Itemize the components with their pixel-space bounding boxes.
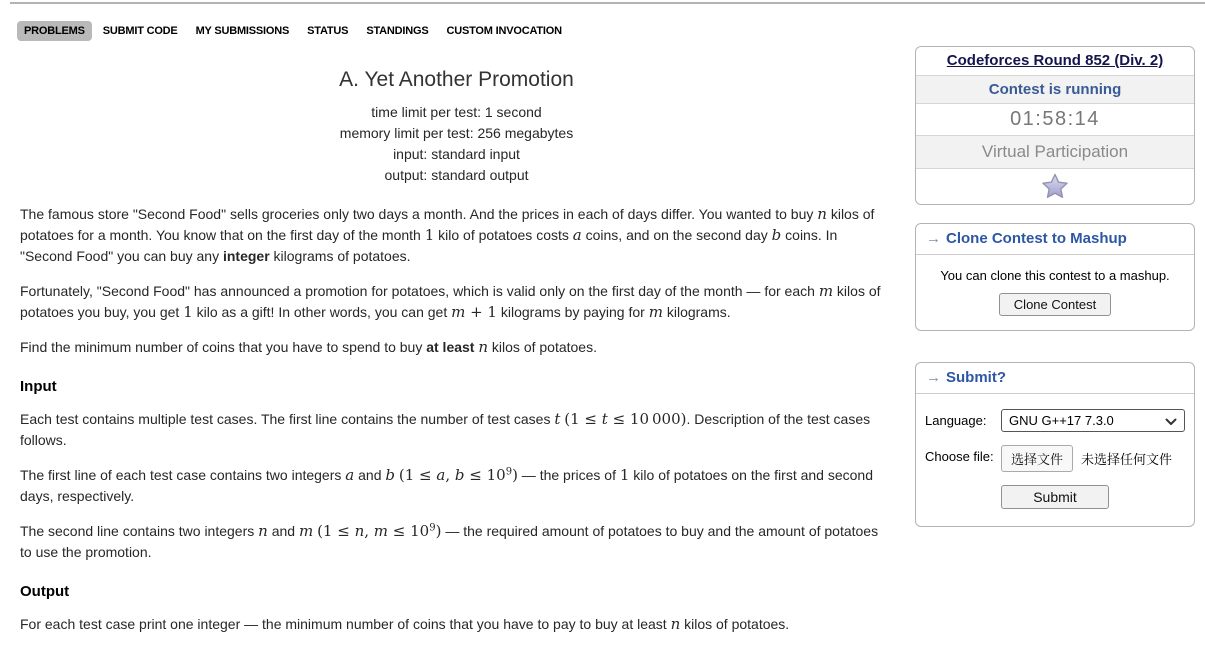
choose-file-label: Choose file: xyxy=(925,449,994,464)
sidebar xyxy=(915,40,1195,649)
math-text: n xyxy=(817,205,827,223)
tab-custom-invocation[interactable]: CUSTOM INVOCATION xyxy=(446,25,562,37)
contest-box xyxy=(915,46,1195,205)
math-text: ≤ 10 xyxy=(464,466,506,484)
top-divider xyxy=(10,2,1205,4)
math-text: a xyxy=(572,226,582,244)
math-text: n xyxy=(258,522,268,540)
math-text: m xyxy=(818,282,834,300)
bold-text: at least xyxy=(426,339,475,355)
statement-paragraph: The second line contains two integers n and m (1 ≤ n, $m \le 10^9$) — the required amount of potatoes to buy and the amount of potatoes to use the promotion. xyxy=(20,522,879,560)
submit-box-caption-text: Submit? xyxy=(946,369,1006,386)
math-text: ) xyxy=(435,522,442,540)
math-text: 1 xyxy=(619,466,630,484)
clone-box-caption xyxy=(916,224,1194,255)
file-status-text: 未选择任何文件 xyxy=(1081,452,1173,467)
math-text: n xyxy=(478,338,489,356)
submit-box xyxy=(915,362,1195,527)
tab-standings[interactable]: STANDINGS xyxy=(366,25,429,37)
tab-status[interactable]: STATUS xyxy=(307,25,349,37)
math-text: a xyxy=(436,466,446,484)
limit-line: output: standard output xyxy=(384,167,529,183)
language-select[interactable] xyxy=(1001,409,1185,432)
submit-row xyxy=(925,485,1185,509)
choose-file-button[interactable]: 选择文件 xyxy=(1001,445,1073,472)
tab-my-submissions[interactable]: MY SUBMISSIONS xyxy=(195,25,290,37)
contest-status: Contest is running xyxy=(916,76,1194,104)
math-text: (1 ≤ xyxy=(564,410,602,428)
submit-box-caption xyxy=(916,363,1194,394)
math-text: , xyxy=(445,466,455,484)
math-text: ) xyxy=(512,466,518,484)
limit-line: memory limit per test: 256 megabytes xyxy=(339,125,574,141)
problem-limits xyxy=(20,102,893,186)
submit-button[interactable]: Submit xyxy=(1001,485,1109,509)
contest-star-row xyxy=(916,169,1194,204)
page-layout xyxy=(0,40,1205,649)
statement-paragraph: For each test case print one integer — the minimum number of coins that you have to pay to buy at least n kilos of potatoes. xyxy=(20,615,790,633)
math-text: n xyxy=(354,522,365,540)
math-text: b xyxy=(385,466,395,484)
contest-timer: 01:58:14 xyxy=(916,104,1194,136)
tab-submit-code[interactable]: SUBMIT CODE xyxy=(102,25,178,37)
chevron-down-icon xyxy=(1165,418,1177,426)
math-text: (1 ≤ xyxy=(317,522,355,540)
clone-box-text: You can clone this contest to a mashup. xyxy=(940,268,1170,283)
math-text: m xyxy=(451,303,466,321)
statement-paragraph: Fortunately, "Second Food" has announced a promotion for potatoes, which is valid only on the first day of the month — for each m kilos of potatoes you buy, you get 1 kilo as a gift! In other words, you can get m + 1 kilograms by paying for m kilograms. xyxy=(20,282,881,321)
language-select-value: GNU G++17 7.3.0 xyxy=(1009,413,1114,428)
star-icon[interactable] xyxy=(1041,173,1069,199)
submit-form xyxy=(916,394,1194,526)
problem-statement xyxy=(20,204,893,635)
contest-title-link[interactable]: Codeforces Round 852 (Div. 2) xyxy=(946,52,1164,69)
clone-contest-button[interactable]: Clone Contest xyxy=(999,293,1111,316)
contest-title-row xyxy=(916,47,1194,76)
clone-box-caption-text: Clone Contest to Mashup xyxy=(946,230,1127,247)
math-text: 1 xyxy=(183,303,193,321)
contest-nav xyxy=(17,21,569,41)
math-text: 9 xyxy=(429,522,436,534)
tab-problems[interactable]: PROBLEMS xyxy=(17,21,92,41)
arrow-icon: → xyxy=(926,230,941,247)
math-text: n xyxy=(670,615,681,633)
statement-paragraph: Each test contains multiple test cases. The first line contains the number of test cases t (1 ≤ t ≤ 10 000). Description of the test cases follows. xyxy=(20,410,871,448)
statement-paragraph: The first line of each test case contains two integers a and b (1 ≤ a, $b \le 10^9$) — the prices of 1 kilo of potatoes on the first and second days, respectively. xyxy=(20,466,874,504)
math-text: ≤ 10 xyxy=(388,522,430,540)
math-text: 9 xyxy=(505,466,513,478)
math-text: , xyxy=(364,522,374,540)
clone-contest-box xyxy=(915,223,1195,331)
math-text: + 1 xyxy=(465,303,497,321)
language-label: Language: xyxy=(925,413,987,428)
arrow-icon: → xyxy=(926,369,941,386)
language-row xyxy=(925,409,1185,432)
limit-line: input: standard input xyxy=(393,146,520,162)
math-text: m xyxy=(648,303,663,321)
problem-panel xyxy=(0,40,893,649)
math-text: ≤ 10 000) xyxy=(607,410,687,428)
math-text: (1 ≤ xyxy=(398,466,437,484)
math-text: t xyxy=(554,410,561,428)
bold-text: integer xyxy=(222,248,270,264)
math-text: m xyxy=(298,522,314,540)
math-text: a xyxy=(345,466,355,484)
limit-line: time limit per test: 1 second xyxy=(371,104,542,120)
clone-box-body xyxy=(916,255,1194,330)
math-text: b xyxy=(771,226,782,244)
math-text: 1 xyxy=(424,226,435,244)
choose-file-row xyxy=(925,445,1185,472)
statement-paragraph: The famous store "Second Food" sells groceries only two days a month. And the prices in each of days differ. You wanted to buy n kilos of potatoes for a month. You know that on the first day of the month 1 kilo of potatoes costs a coins, and on the second day b coins. In "Second Food" you can buy any integer kilograms of potatoes. xyxy=(20,205,875,264)
contest-mode: Virtual Participation xyxy=(916,136,1194,169)
math-text: m xyxy=(373,522,389,540)
math-text: b xyxy=(454,466,465,484)
math-text: t xyxy=(601,410,608,428)
file-input xyxy=(1001,445,1172,472)
problem-title: A. Yet Another Promotion xyxy=(339,68,574,91)
section-title-input: Input xyxy=(20,378,57,395)
section-title-output: Output xyxy=(20,583,70,600)
statement-paragraph: Find the minimum number of coins that you have to spend to buy at least n kilos of potatoes. xyxy=(20,338,597,356)
